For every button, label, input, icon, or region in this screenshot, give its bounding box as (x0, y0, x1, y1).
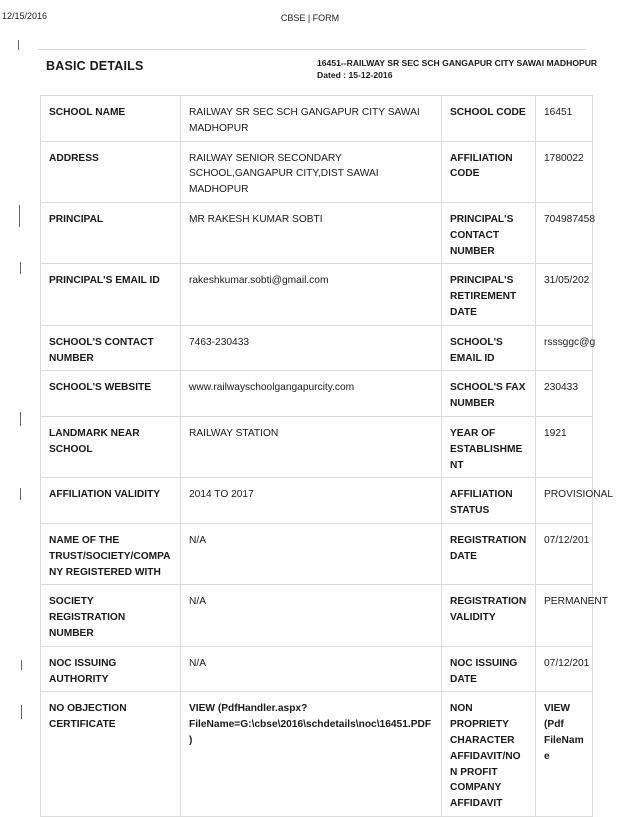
label-cell: ADDRESS (41, 141, 181, 202)
school-header (317, 57, 597, 81)
value-cell: 07/12/201 (536, 523, 593, 584)
scan-mark (21, 660, 22, 670)
label-cell: SCHOOL'S CONTACT NUMBER (41, 325, 181, 371)
table-row (41, 325, 593, 371)
table-row (41, 96, 593, 142)
value-cell: MR RAKESH KUMAR SOBTI (181, 202, 442, 263)
value-cell: 2014 TO 2017 (181, 478, 442, 524)
value-cell: RAILWAY SENIOR SECONDARY SCHOOL,GANGAPUR CITY,DIST SAWAI MADHOPUR (181, 141, 442, 202)
print-title: CBSE | FORM (280, 13, 340, 23)
scan-mark (18, 40, 19, 50)
table-row (41, 416, 593, 477)
label-cell: SCHOOL'S WEBSITE (41, 371, 181, 417)
table-row (41, 692, 593, 817)
basic-details-table (40, 95, 614, 817)
value-cell: www.railwayschoolgangapurcity.com (181, 371, 442, 417)
value-cell: N/A (181, 646, 442, 692)
label-cell: SCHOOL'S FAX NUMBER (442, 371, 536, 417)
label-cell: SCHOOL'S EMAIL ID (442, 325, 536, 371)
value-cell: 07/12/201 (536, 646, 593, 692)
label-cell: PRINCIPAL'S CONTACT NUMBER (442, 202, 536, 263)
value-cell: 704987458 (536, 202, 593, 263)
label-cell: PRINCIPAL'S RETIREMENT DATE (442, 264, 536, 325)
label-cell: NOC ISSUING DATE (442, 646, 536, 692)
school-line: 16451--RAILWAY SR SEC SCH GANGAPUR CITY SAWAI MADHOPUR (317, 58, 598, 68)
label-cell: LANDMARK NEAR SCHOOL (41, 416, 181, 477)
label-cell: REGISTRATION VALIDITY (442, 585, 536, 646)
affidavit-view-link[interactable]: VIEW (Pdf FileName (536, 692, 593, 817)
value-cell: 230433 (536, 371, 593, 417)
scan-mark (20, 412, 21, 426)
value-cell: rakeshkumar.sobti@gmail.com (181, 264, 442, 325)
value-cell: RAILWAY SR SEC SCH GANGAPUR CITY SAWAI MADHOPUR (181, 96, 442, 142)
scan-mark (19, 205, 20, 227)
table-row (41, 371, 593, 417)
table-row (41, 264, 593, 325)
label-cell: PRINCIPAL'S EMAIL ID (41, 264, 181, 325)
table-row (41, 141, 593, 202)
value-cell: 1780022 (536, 141, 593, 202)
label-cell: NOC ISSUING AUTHORITY (41, 646, 181, 692)
scan-mark (20, 488, 21, 500)
dated-line: Dated : 15-12-2016 (317, 70, 393, 80)
table-row (41, 646, 593, 692)
label-cell: NON PROPRIETY CHARACTER AFFIDAVIT/NON PROFIT COMPANY AFFIDAVIT (442, 692, 536, 817)
label-cell: AFFILIATION VALIDITY (41, 478, 181, 524)
label-cell: NAME OF THE TRUST/SOCIETY/COMPANY REGISTERED WITH (41, 523, 181, 584)
value-cell: N/A (181, 585, 442, 646)
table-row (41, 523, 593, 584)
label-cell: AFFILIATION STATUS (442, 478, 536, 524)
table-row (41, 202, 593, 263)
value-cell: 1921 (536, 416, 593, 477)
value-cell: 31/05/202 (536, 264, 593, 325)
value-cell: 7463-230433 (181, 325, 442, 371)
section-title: BASIC DETAILS (46, 59, 144, 73)
label-cell: PRINCIPAL (41, 202, 181, 263)
value-cell: PROVISIONAL (536, 478, 593, 524)
label-cell: SCHOOL NAME (41, 96, 181, 142)
table-row (41, 478, 593, 524)
value-cell: N/A (181, 523, 442, 584)
scan-mark (21, 705, 22, 719)
scan-mark (20, 262, 21, 274)
value-cell: RAILWAY STATION (181, 416, 442, 477)
label-cell: REGISTRATION DATE (442, 523, 536, 584)
value-cell: 16451 (536, 96, 593, 142)
section-divider (38, 49, 586, 50)
value-cell: PERMANENT (536, 585, 593, 646)
print-date: 12/15/2016 (2, 11, 48, 21)
label-cell: YEAR OF ESTABLISHMENT (442, 416, 536, 477)
noc-view-link[interactable]: VIEW (PdfHandler.aspx? FileName=G:\cbse\2016\schdetails\noc\16451.PDF) (181, 692, 442, 817)
value-cell: rsssggc@g (536, 325, 593, 371)
table-row (41, 585, 593, 646)
label-cell: SCHOOL CODE (442, 96, 536, 142)
label-cell: AFFILIATION CODE (442, 141, 536, 202)
label-cell: NO OBJECTION CERTIFICATE (41, 692, 181, 817)
label-cell: SOCIETY REGISTRATION NUMBER (41, 585, 181, 646)
